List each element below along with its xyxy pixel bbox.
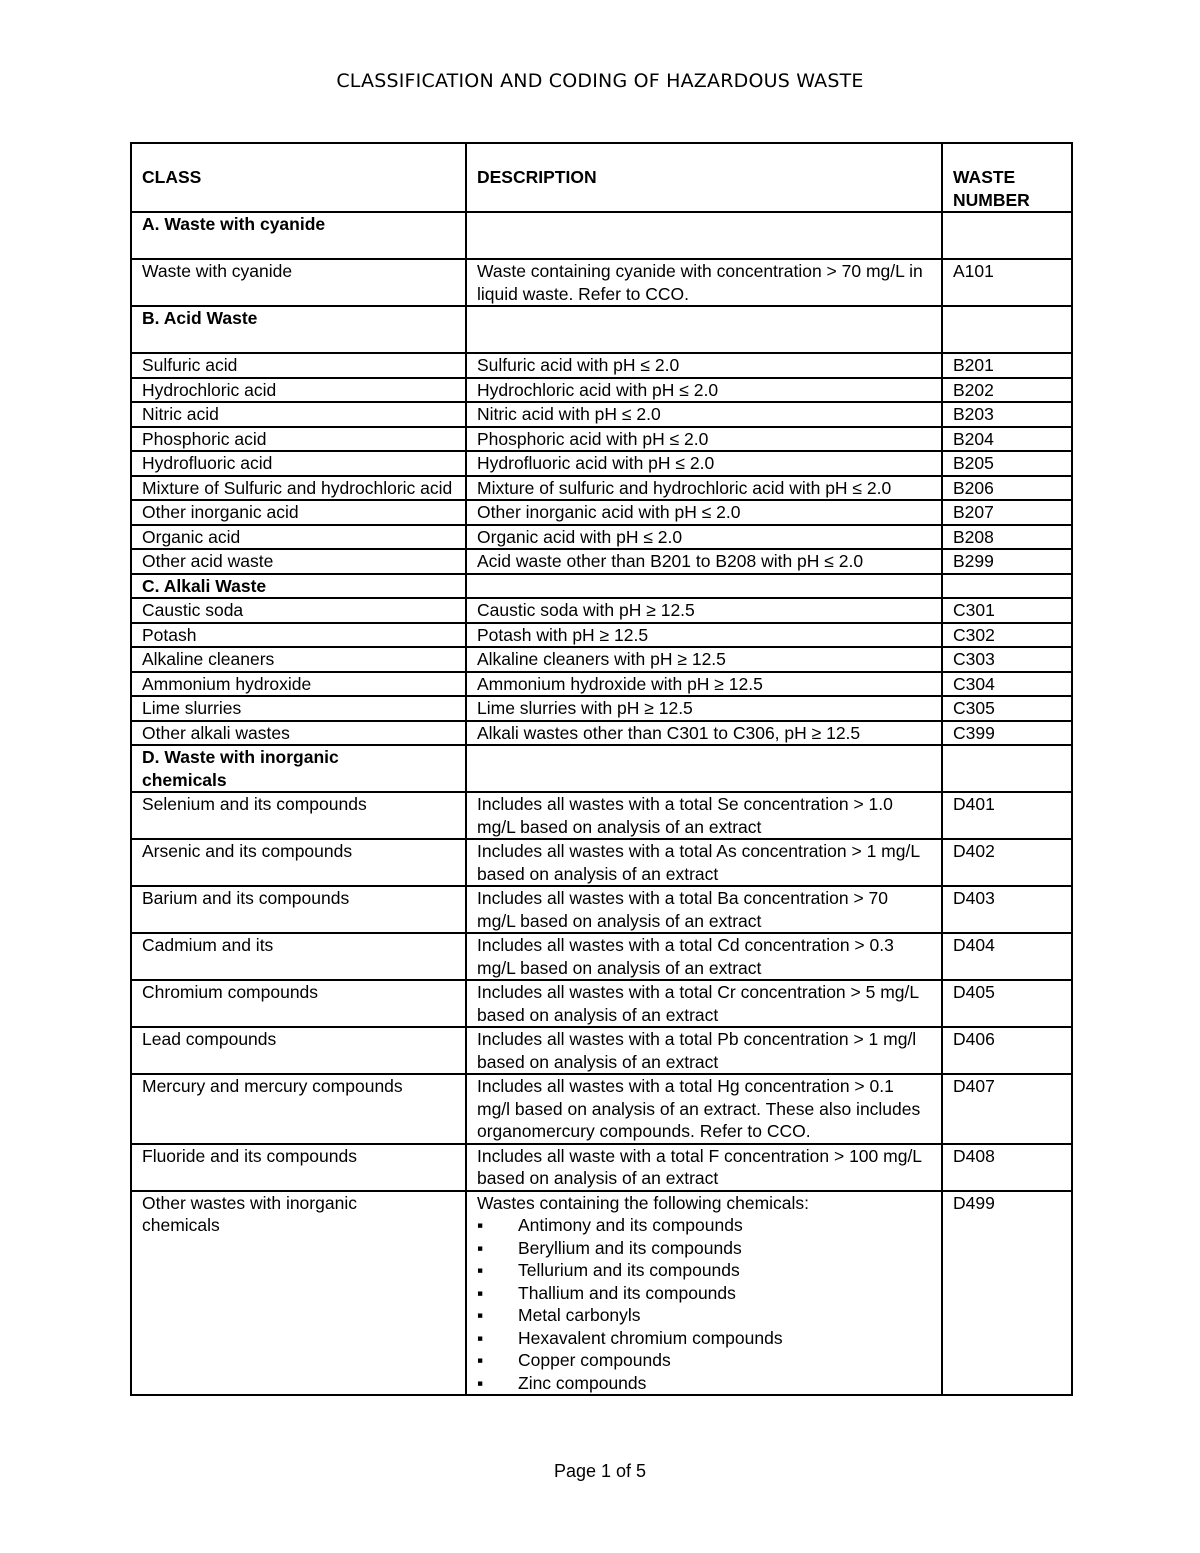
row-class: Sulfuric acid xyxy=(131,353,466,378)
row-class: Selenium and its compounds xyxy=(131,792,466,839)
row-description: Mixture of sulfuric and hydrochloric acid with pH ≤ 2.0 xyxy=(466,476,942,501)
row-waste-number: B206 xyxy=(942,476,1072,501)
table-row xyxy=(131,933,1072,980)
row-class: Barium and its compounds xyxy=(131,886,466,933)
row-waste-number: B299 xyxy=(942,549,1072,574)
row-waste-number: D406 xyxy=(942,1027,1072,1074)
table-row xyxy=(131,647,1072,672)
row-waste-number: C301 xyxy=(942,598,1072,623)
row-description: Includes all wastes with a total Se concentration > 1.0 mg/L based on analysis of an extract xyxy=(466,792,942,839)
chemical-list xyxy=(477,1214,931,1394)
row-class: Chromium compounds xyxy=(131,980,466,1027)
row-waste-number: C399 xyxy=(942,721,1072,746)
row-waste-number: B202 xyxy=(942,378,1072,403)
row-description: Nitric acid with pH ≤ 2.0 xyxy=(466,402,942,427)
row-waste-number: C303 xyxy=(942,647,1072,672)
row-description: Alkaline cleaners with pH ≥ 12.5 xyxy=(466,647,942,672)
table-row xyxy=(131,402,1072,427)
row-waste-number: B205 xyxy=(942,451,1072,476)
table-row xyxy=(131,598,1072,623)
row-class: Potash xyxy=(131,623,466,648)
row-waste-number: B203 xyxy=(942,402,1072,427)
section-row xyxy=(131,745,1072,792)
row-class: Alkaline cleaners xyxy=(131,647,466,672)
table-row xyxy=(131,500,1072,525)
row-description: Waste containing cyanide with concentration > 70 mg/L in liquid waste. Refer to CCO. xyxy=(466,259,942,306)
row-description: Acid waste other than B201 to B208 with pH ≤ 2.0 xyxy=(466,549,942,574)
section-heading: C. Alkali Waste xyxy=(131,574,466,599)
row-description: Includes all wastes with a total Cr concentration > 5 mg/L based on analysis of an extract xyxy=(466,980,942,1027)
table-row xyxy=(131,696,1072,721)
table-row xyxy=(131,378,1072,403)
row-description: Includes all wastes with a total Hg concentration > 0.1 mg/l based on analysis of an extract. These also includes organomercury compounds. Refer to CCO. xyxy=(466,1074,942,1144)
bullet-icon: ▪ xyxy=(477,1260,484,1280)
row-description: Hydrofluoric acid with pH ≤ 2.0 xyxy=(466,451,942,476)
section-heading: A. Waste with cyanide xyxy=(131,212,466,259)
row-class: Hydrofluoric acid xyxy=(131,451,466,476)
row-class: Hydrochloric acid xyxy=(131,378,466,403)
header-waste-number: WASTE NUMBER xyxy=(942,143,1072,212)
row-waste-number: C302 xyxy=(942,623,1072,648)
section-row xyxy=(131,574,1072,599)
row-description: Potash with pH ≥ 12.5 xyxy=(466,623,942,648)
row-waste-number: D402 xyxy=(942,839,1072,886)
row-class: Waste with cyanide xyxy=(131,259,466,306)
bullet-icon: ▪ xyxy=(477,1282,484,1303)
row-description: Alkali wastes other than C301 to C306, pH ≥ 12.5 xyxy=(466,721,942,746)
table-row xyxy=(131,980,1072,1027)
row-description: Hydrochloric acid with pH ≤ 2.0 xyxy=(466,378,942,403)
table-row xyxy=(131,427,1072,452)
row-class: Caustic soda xyxy=(131,598,466,623)
table-row xyxy=(131,886,1072,933)
table-row xyxy=(131,792,1072,839)
table-row xyxy=(131,721,1072,746)
list-item: ▪ Antimony and its compounds xyxy=(477,1215,743,1235)
row-class: Phosphoric acid xyxy=(131,427,466,452)
bullet-icon: ▪ xyxy=(477,1237,484,1258)
bullet-icon: ▪ xyxy=(477,1372,484,1393)
table-row xyxy=(131,353,1072,378)
table-row xyxy=(131,1074,1072,1144)
row-class: Other inorganic acid xyxy=(131,500,466,525)
table-row xyxy=(131,623,1072,648)
table-row xyxy=(131,1191,1072,1396)
row-waste-number: D499 xyxy=(942,1191,1072,1396)
row-class: Ammonium hydroxide xyxy=(131,672,466,697)
row-waste-number: B208 xyxy=(942,525,1072,550)
row-waste-number: D404 xyxy=(942,933,1072,980)
row-waste-number: D401 xyxy=(942,792,1072,839)
table-row xyxy=(131,259,1072,306)
table-row xyxy=(131,525,1072,550)
list-item: ▪ Tellurium and its compounds xyxy=(477,1260,740,1280)
row-class: Other wastes with inorganic chemicals xyxy=(131,1191,466,1396)
row-description-with-list xyxy=(466,1191,942,1396)
page-number: Page 1 of 5 xyxy=(553,1461,647,1481)
row-description: Ammonium hydroxide with pH ≥ 12.5 xyxy=(466,672,942,697)
table-row xyxy=(131,476,1072,501)
bullet-icon: ▪ xyxy=(477,1215,484,1235)
row-class: Lime slurries xyxy=(131,696,466,721)
table-row xyxy=(131,839,1072,886)
table-row xyxy=(131,1144,1072,1191)
row-class: Organic acid xyxy=(131,525,466,550)
row-waste-number: C305 xyxy=(942,696,1072,721)
list-item: ▪ Zinc compounds xyxy=(477,1372,647,1393)
row-waste-number: B204 xyxy=(942,427,1072,452)
list-item: ▪ Metal carbonyls xyxy=(477,1305,641,1325)
row-description: Caustic soda with pH ≥ 12.5 xyxy=(466,598,942,623)
row-class: Lead compounds xyxy=(131,1027,466,1074)
header-class: CLASS xyxy=(131,143,466,212)
row-class: Nitric acid xyxy=(131,402,466,427)
table-row xyxy=(131,451,1072,476)
row-description: Other inorganic acid with pH ≤ 2.0 xyxy=(466,500,942,525)
bullet-icon: ▪ xyxy=(477,1327,484,1348)
row-description: Includes all wastes with a total Ba concentration > 70 mg/L based on analysis of an extract xyxy=(466,886,942,933)
document-title: CLASSIFICATION AND CODING OF HAZARDOUS WASTE xyxy=(336,70,864,92)
row-waste-number: D405 xyxy=(942,980,1072,1027)
row-class: Fluoride and its compounds xyxy=(131,1144,466,1191)
row-waste-number: C304 xyxy=(942,672,1072,697)
table-row xyxy=(131,672,1072,697)
header-description: DESCRIPTION xyxy=(466,143,942,212)
table-header-row xyxy=(131,143,1072,212)
row-class: Mixture of Sulfuric and hydrochloric acid xyxy=(131,476,466,501)
list-item: ▪ Beryllium and its compounds xyxy=(477,1237,742,1258)
row-waste-number: B207 xyxy=(942,500,1072,525)
row-class: Other alkali wastes xyxy=(131,721,466,746)
row-class: Arsenic and its compounds xyxy=(131,839,466,886)
table-row xyxy=(131,1027,1072,1074)
row-class: Other acid waste xyxy=(131,549,466,574)
row-waste-number: D403 xyxy=(942,886,1072,933)
row-class: Mercury and mercury compounds xyxy=(131,1074,466,1144)
list-item: ▪ Hexavalent chromium compounds xyxy=(477,1327,783,1348)
row-description: Phosphoric acid with pH ≤ 2.0 xyxy=(466,427,942,452)
section-row xyxy=(131,306,1072,353)
row-description: Includes all wastes with a total Pb concentration > 1 mg/l based on analysis of an extract xyxy=(466,1027,942,1074)
row-description: Includes all waste with a total F concentration > 100 mg/L based on analysis of an extract xyxy=(466,1144,942,1191)
bullet-icon: ▪ xyxy=(477,1350,484,1370)
row-class: Cadmium and its xyxy=(131,933,466,980)
row-waste-number: A101 xyxy=(942,259,1072,306)
row-description: Sulfuric acid with pH ≤ 2.0 xyxy=(466,353,942,378)
section-heading: D. Waste with inorganic chemicals xyxy=(131,745,466,792)
section-row xyxy=(131,212,1072,259)
row-waste-number: D408 xyxy=(942,1144,1072,1191)
row-waste-number: D407 xyxy=(942,1074,1072,1144)
section-heading: B. Acid Waste xyxy=(131,306,466,353)
row-waste-number: B201 xyxy=(942,353,1072,378)
row-description: Includes all wastes with a total Cd concentration > 0.3 mg/L based on analysis of an extract xyxy=(466,933,942,980)
list-item: ▪ Thallium and its compounds xyxy=(477,1282,736,1303)
row-description: Wastes containing the following chemicals: xyxy=(477,1192,810,1213)
row-description: Includes all wastes with a total As concentration > 1 mg/L based on analysis of an extract xyxy=(466,839,942,886)
bullet-icon: ▪ xyxy=(477,1305,484,1325)
table-row xyxy=(131,549,1072,574)
row-description: Organic acid with pH ≤ 2.0 xyxy=(466,525,942,550)
list-item: ▪ Copper compounds xyxy=(477,1350,671,1370)
waste-classification-table xyxy=(130,142,1073,1396)
row-description: Lime slurries with pH ≥ 12.5 xyxy=(466,696,942,721)
